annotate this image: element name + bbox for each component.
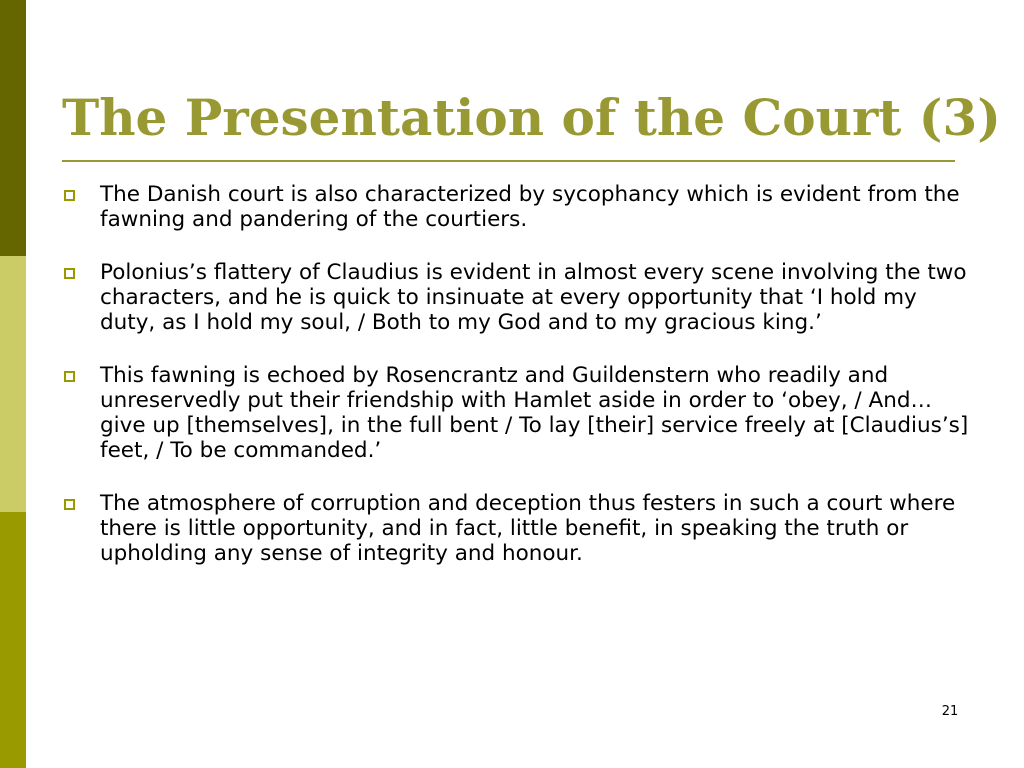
title-divider	[62, 160, 955, 162]
side-stripe	[0, 0, 26, 768]
square-bullet-icon	[64, 190, 75, 201]
bullet-text: The Danish court is also characterized by sycophancy which is evident from the fawning and pandering of the courtiers.	[100, 182, 960, 232]
page-number: 21	[941, 704, 959, 719]
bullet-text: This fawning is echoed by Rosencrantz and Guildenstern who readily and unreservedly put their friendship with Hamlet aside in order to ‘obey, / And…give up [themselves], in the full bent / To lay [their] service freely at [Claudius’s] feet, / To be commanded.’	[100, 363, 969, 463]
bullet-text: Polonius’s flattery of Claudius is evident in almost every scene involving the two characters, and he is quick to insinuate at every opportunity that ‘I hold my duty, as I hold my soul, / Both to my God and to my gracious king.’	[100, 260, 967, 335]
square-bullet-icon	[64, 371, 75, 382]
bullet-item	[62, 363, 972, 463]
bullet-item	[62, 491, 972, 566]
bullet-item	[62, 260, 972, 335]
stripe-segment-mid	[0, 512, 26, 768]
bullet-list	[62, 182, 972, 594]
slide-title: The Presentation of the Court (3)	[62, 88, 1001, 147]
bullet-item	[62, 182, 972, 232]
bullet-text: The atmosphere of corruption and deception thus festers in such a court where there is little opportunity, and in fact, little benefit, in speaking the truth or upholding any sense of integrity and honour.	[100, 491, 956, 566]
stripe-segment-dark	[0, 0, 26, 256]
square-bullet-icon	[64, 499, 75, 510]
square-bullet-icon	[64, 268, 75, 279]
stripe-segment-light	[0, 256, 26, 512]
